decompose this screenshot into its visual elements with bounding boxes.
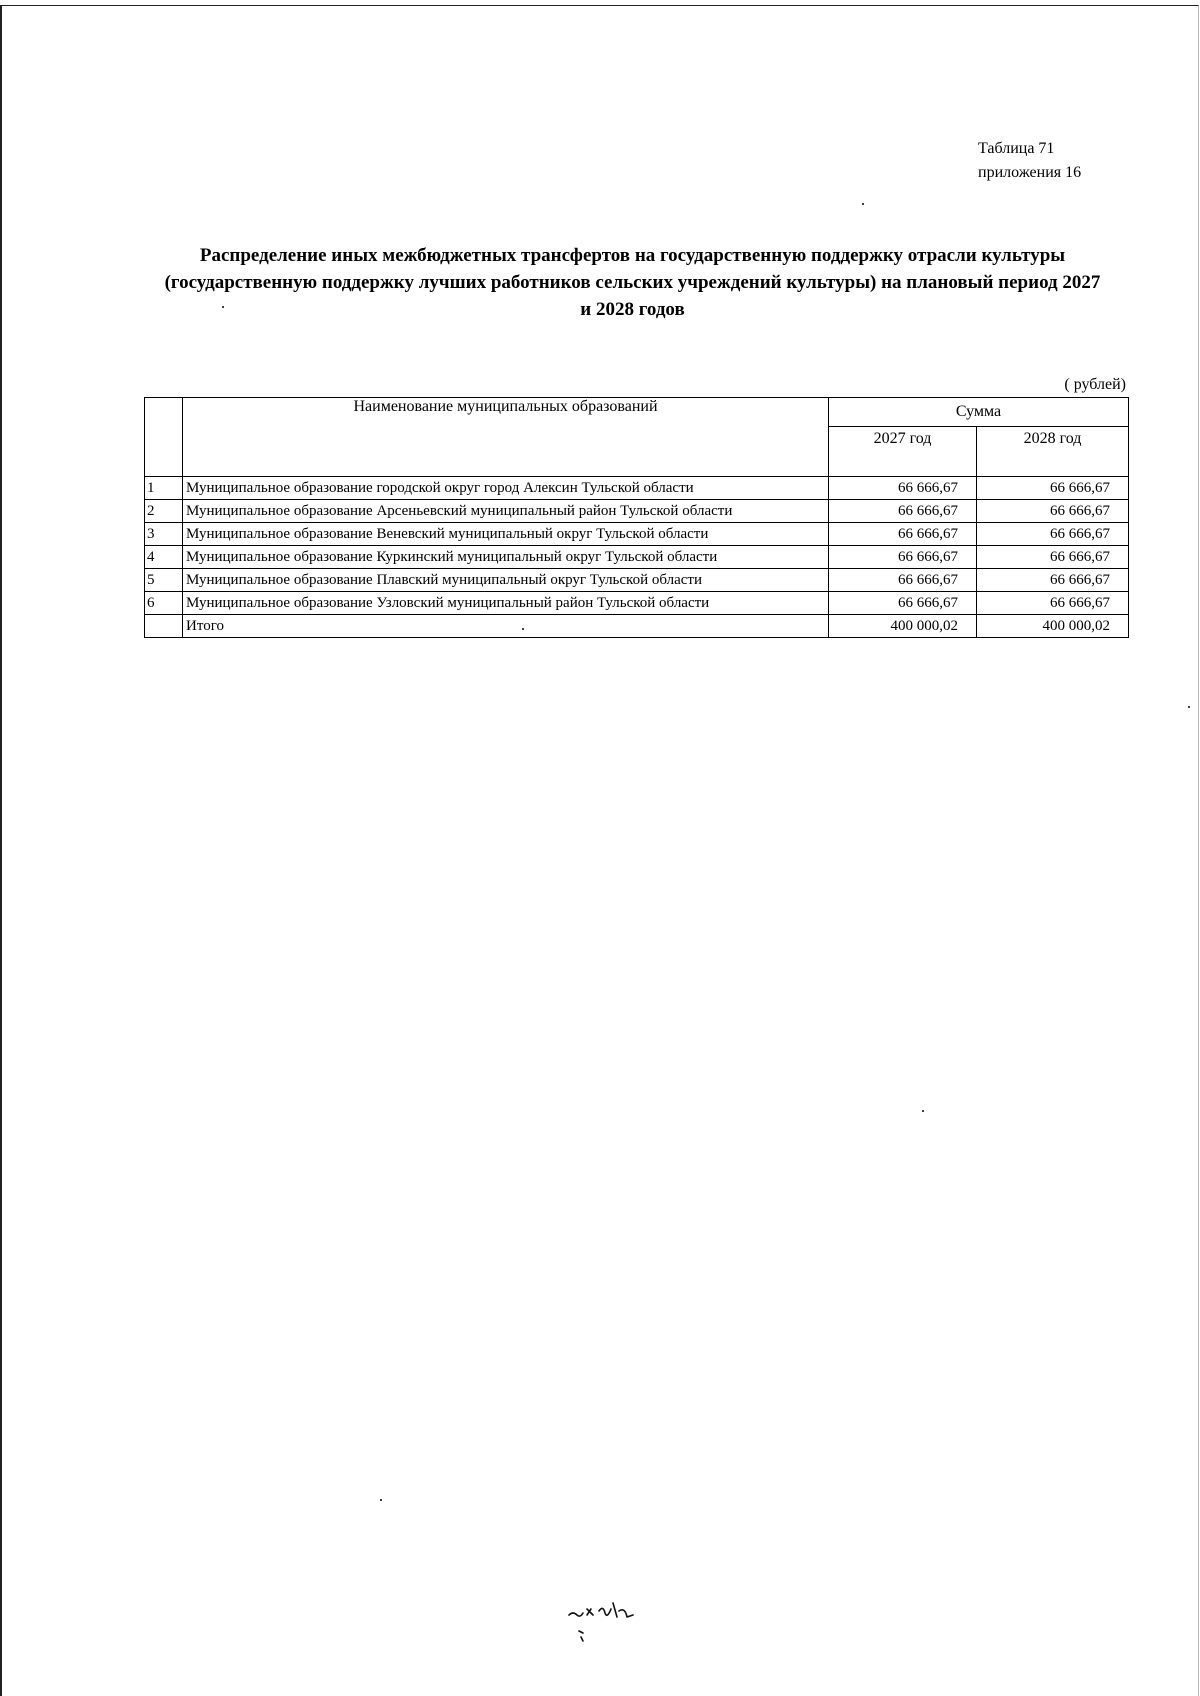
total-label: Итого <box>183 615 829 638</box>
row-value-2028: 66 666,67 <box>977 523 1129 546</box>
table-reference <box>978 137 1081 185</box>
row-name: Муниципальное образование городской округ город Алексин Тульской области <box>183 477 829 500</box>
row-index: 3 <box>145 523 183 546</box>
row-name: Муниципальное образование Узловский муниципальный район Тульской области <box>183 592 829 615</box>
table-row <box>145 569 1129 592</box>
scan-speck <box>1188 706 1190 708</box>
row-index: 2 <box>145 500 183 523</box>
title-line-2: (государственную поддержку лучших работников сельских учреждений культуры) на плановый период 2027 <box>164 272 1101 293</box>
header-year-2028: 2028 год <box>977 427 1129 477</box>
row-name: Муниципальное образование Веневский муниципальный округ Тульской области <box>183 523 829 546</box>
row-value-2027: 66 666,67 <box>829 569 977 592</box>
header-index-cell <box>145 398 183 477</box>
document-title <box>135 242 1130 323</box>
title-line-1: Распределение иных межбюджетных трансфертов на государственную поддержку отрасли культуры <box>199 245 1066 266</box>
table-header-row <box>145 398 1129 427</box>
row-value-2028: 66 666,67 <box>977 569 1129 592</box>
table-row <box>145 592 1129 615</box>
row-value-2028: 66 666,67 <box>977 592 1129 615</box>
scan-speck <box>862 203 864 205</box>
row-value-2028: 66 666,67 <box>977 500 1129 523</box>
row-index: 5 <box>145 569 183 592</box>
total-value-2028: 400 000,02 <box>977 615 1129 638</box>
table-number: Таблица 71 <box>978 140 1055 157</box>
distribution-table <box>144 397 1129 638</box>
scan-speck <box>922 1110 924 1112</box>
total-row <box>145 615 1129 638</box>
header-year-2027: 2027 год <box>829 427 977 477</box>
row-value-2027: 66 666,67 <box>829 477 977 500</box>
total-value-2027: 400 000,02 <box>829 615 977 638</box>
table-row <box>145 523 1129 546</box>
row-value-2027: 66 666,67 <box>829 546 977 569</box>
row-value-2027: 66 666,67 <box>829 592 977 615</box>
title-line-3: и 2028 годов <box>580 299 685 320</box>
row-index: 4 <box>145 546 183 569</box>
row-name: Муниципальное образование Куркинский муниципальный округ Тульской области <box>183 546 829 569</box>
row-name: Муниципальное образование Плавский муниципальный округ Тульской области <box>183 569 829 592</box>
row-value-2027: 66 666,67 <box>829 523 977 546</box>
row-name: Муниципальное образование Арсеньевский муниципальный район Тульской области <box>183 500 829 523</box>
header-name-cell: Наименование муниципальных образований <box>183 398 829 477</box>
handwritten-mark <box>565 1595 655 1645</box>
header-sum-cell: Сумма <box>829 398 1129 427</box>
row-value-2027: 66 666,67 <box>829 500 977 523</box>
unit-label: ( рублей) <box>1064 376 1126 393</box>
row-value-2028: 66 666,67 <box>977 546 1129 569</box>
total-index-cell <box>145 615 183 638</box>
row-value-2028: 66 666,67 <box>977 477 1129 500</box>
table-row <box>145 546 1129 569</box>
table-row <box>145 477 1129 500</box>
scan-speck <box>380 1499 382 1501</box>
row-index: 1 <box>145 477 183 500</box>
appendix-number: приложения 16 <box>978 164 1082 181</box>
scan-speck <box>522 628 524 630</box>
row-index: 6 <box>145 592 183 615</box>
table-row <box>145 500 1129 523</box>
scan-speck <box>222 306 224 308</box>
